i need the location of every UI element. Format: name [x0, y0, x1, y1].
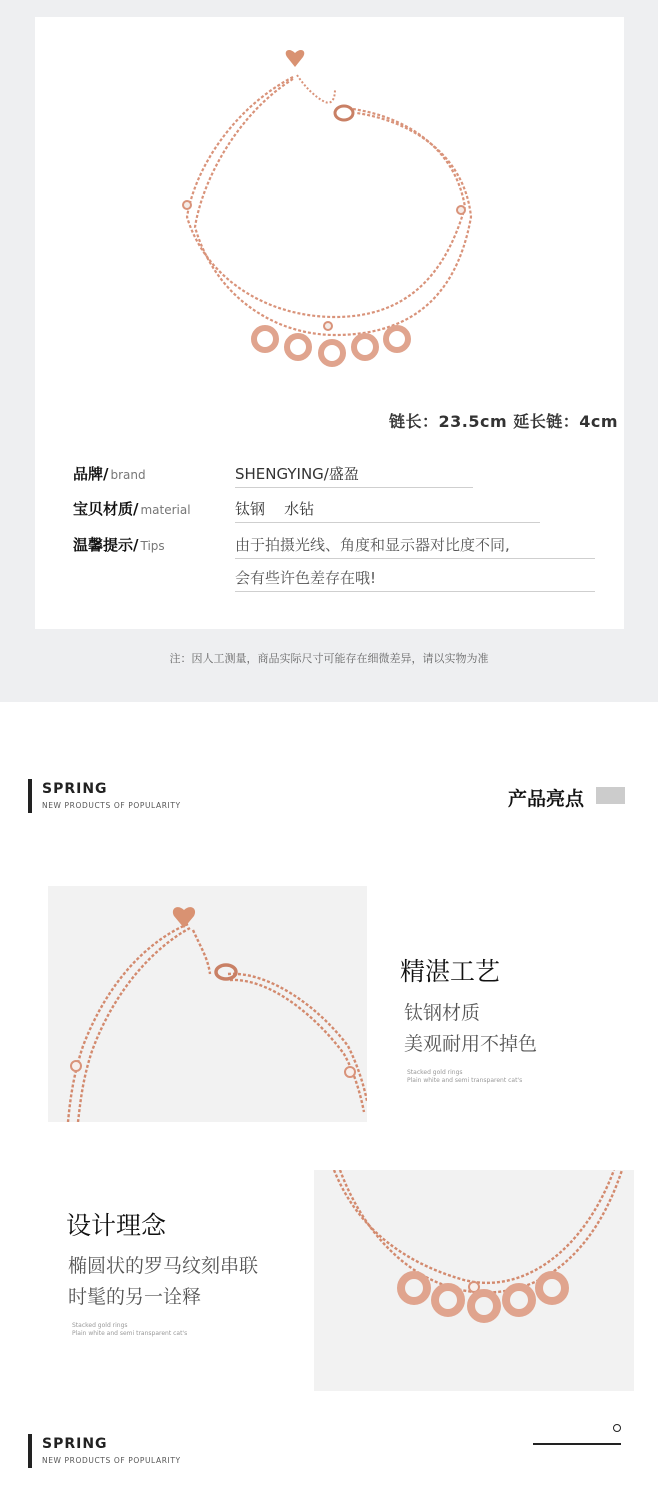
spec-value-tips: 由于拍摄光线、角度和显示器对比度不同, — [235, 536, 510, 554]
spec-label-material: 宝贝材质/ — [73, 500, 139, 518]
chain-length-text: 链长：23.5cm 延长链：4cm — [389, 412, 618, 431]
brand-bar — [28, 779, 32, 813]
brand-bar — [28, 1434, 32, 1468]
feature2-line2: 时髦的另一诠释 — [68, 1286, 202, 1308]
highlights-decoration — [596, 787, 625, 804]
spec-label-material-en: material — [140, 503, 191, 517]
feature2-title: 设计理念 — [66, 1211, 167, 1240]
divider-line — [533, 1443, 621, 1445]
brand-title: SPRING — [42, 781, 108, 797]
spec-value-tips-2: 会有些许色差存在哦! — [235, 569, 377, 587]
spec-label-tips: 温馨提示/ — [73, 536, 139, 554]
divider — [235, 558, 595, 559]
spec-section — [0, 0, 658, 702]
spec-value-material: 钛钢 水钻 — [235, 500, 315, 518]
circle-icon — [613, 1424, 621, 1432]
feature1-small2: Plain white and semi transparent cat's — [407, 1077, 523, 1084]
bracelet-rings-image — [314, 1170, 634, 1391]
brand-subtitle: NEW PRODUCTS OF POPULARITY — [42, 1456, 181, 1465]
feature1-line2: 美观耐用不掉色 — [404, 1033, 538, 1055]
spec-label-tips-en: Tips — [140, 539, 165, 553]
bracelet-product-image — [35, 17, 624, 407]
spec-value-brand: SHENGYING/盛盈 — [235, 465, 359, 483]
spec-label-brand: 品牌/ — [73, 465, 109, 483]
measurement-note: 注：因人工测量，商品实际尺寸可能存在细微差异，请以实物为准 — [169, 652, 489, 665]
feature2-image — [314, 1170, 634, 1391]
divider — [235, 591, 595, 592]
bracelet-closeup-image — [48, 886, 367, 1122]
brand-header-footer — [28, 1434, 228, 1470]
brand-title: SPRING — [42, 1436, 108, 1452]
brand-subtitle: NEW PRODUCTS OF POPULARITY — [42, 801, 181, 810]
divider — [235, 487, 473, 488]
feature1-image — [48, 886, 367, 1122]
feature2-line1: 椭圆状的罗马纹刻串联 — [68, 1255, 259, 1277]
spec-row-brand — [73, 459, 493, 489]
divider — [235, 522, 540, 523]
feature1-title: 精湛工艺 — [400, 957, 501, 986]
spec-card — [35, 17, 624, 629]
feature1-small1: Stacked gold rings — [407, 1069, 463, 1076]
spec-row-material — [73, 494, 553, 524]
brand-header — [28, 779, 228, 815]
feature2-small2: Plain white and semi transparent cat's — [72, 1330, 188, 1337]
spec-row-tips-2 — [73, 563, 633, 593]
spec-label-brand-en: brand — [110, 468, 146, 482]
feature1-line1: 钛钢材质 — [404, 1002, 481, 1024]
highlights-title: 产品亮点 — [508, 788, 585, 810]
spec-row-tips — [73, 530, 633, 560]
feature2-small1: Stacked gold rings — [72, 1322, 128, 1329]
